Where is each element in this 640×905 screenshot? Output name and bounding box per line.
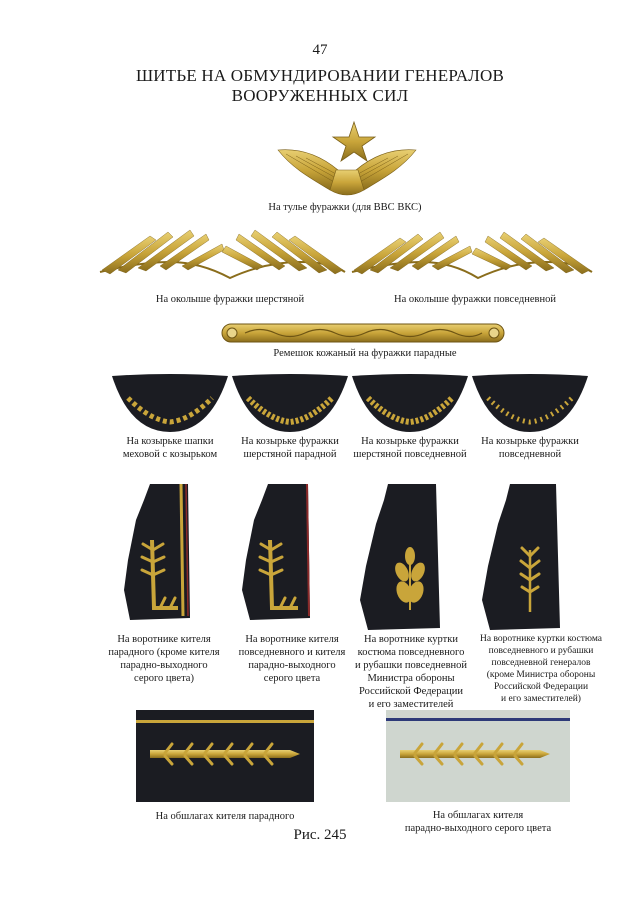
visor-3 (352, 374, 468, 432)
band-wool-embroidery (100, 230, 345, 278)
caption-collar-2 (224, 633, 360, 685)
chin-strap (222, 324, 504, 342)
caption-line: На воротнике кителя (245, 634, 339, 645)
visor-1 (112, 374, 228, 432)
caption-line: На козырьке шапки (126, 436, 214, 447)
caption-line: шерстяной повседневной (353, 449, 467, 460)
caption-cuff-parade: На обшлагах кителя парадного (155, 811, 295, 822)
caption-line: серого цвета) (134, 673, 194, 684)
caption-line: На воротнике кителя (117, 634, 211, 645)
visor-2 (232, 374, 348, 432)
visor-4 (472, 374, 588, 432)
caption-line: На воротнике куртки костюма (480, 634, 602, 644)
caption-collar-4 (466, 633, 616, 705)
caption-line: повседневной (498, 449, 562, 460)
caption-line: парадно-выходного (120, 660, 208, 671)
collar-3 (360, 484, 440, 630)
caption-line: и его заместителей (368, 699, 454, 710)
caption-line: На козырьке фуражки (361, 436, 459, 447)
caption-line: парадного (кроме кителя (108, 647, 220, 658)
caption-collar-3 (346, 633, 476, 711)
caption-line: Российской Федерации (493, 682, 589, 692)
caption-visor-1 (106, 435, 234, 461)
caption-line: повседневной генералов (491, 658, 591, 668)
page-number: 47 (312, 42, 328, 58)
caption-line: и его заместителей) (501, 694, 581, 704)
caption-visor-3 (346, 435, 474, 461)
caption-line: серого цвета (263, 673, 321, 684)
collar-4 (482, 484, 560, 630)
caption-line: и рубашки повседневной (354, 660, 468, 671)
caption-collar-1 (98, 633, 230, 685)
caption-line: меховой с козырьком (122, 449, 218, 460)
caption-line: Министра обороны (367, 673, 455, 684)
caption-line: На козырьке фуражки (241, 436, 339, 447)
collar-1 (124, 484, 190, 620)
caption-line: парадно-выходного (248, 660, 336, 671)
caption-line: повседневного и кителя (238, 647, 346, 658)
cap-badge-emblem (278, 122, 416, 195)
title-line-1: ШИТЬЕ НА ОБМУНДИРОВАНИИ ГЕНЕРАЛОВ (135, 66, 505, 85)
caption-line: (кроме Министра обороны (486, 670, 596, 680)
cuff-parade (136, 710, 314, 802)
band-daily-embroidery (352, 232, 592, 278)
caption-line: На козырьке фуражки (481, 436, 579, 447)
caption-line: шерстяной парадной (243, 449, 337, 460)
caption-line: парадно-выходного серого цвета (404, 823, 552, 834)
figure-label: Рис. 245 (293, 827, 347, 843)
caption-line: костюма повседневного (357, 647, 465, 658)
caption-line: На воротнике куртки (364, 634, 458, 645)
caption-band-wool: На околыше фуражки шерстяной (155, 294, 305, 305)
caption-band-daily: На околыше фуражки повседневной (394, 294, 556, 305)
cuff-grey (386, 710, 570, 802)
caption-visor-4 (466, 435, 594, 461)
caption-chin-strap: Ремешок кожаный на фуражки парадные (273, 348, 457, 359)
title-line-2: ВООРУЖЕННЫХ СИЛ (231, 86, 409, 105)
caption-line: На обшлагах кителя (432, 810, 524, 821)
caption-cap-badge: На тулье фуражки (для ВВС ВКС) (268, 202, 422, 213)
collar-2 (242, 484, 310, 620)
caption-visor-2 (226, 435, 354, 461)
caption-line: повседневного и рубашки (488, 646, 594, 656)
caption-line: Российской Федерации (359, 686, 463, 697)
